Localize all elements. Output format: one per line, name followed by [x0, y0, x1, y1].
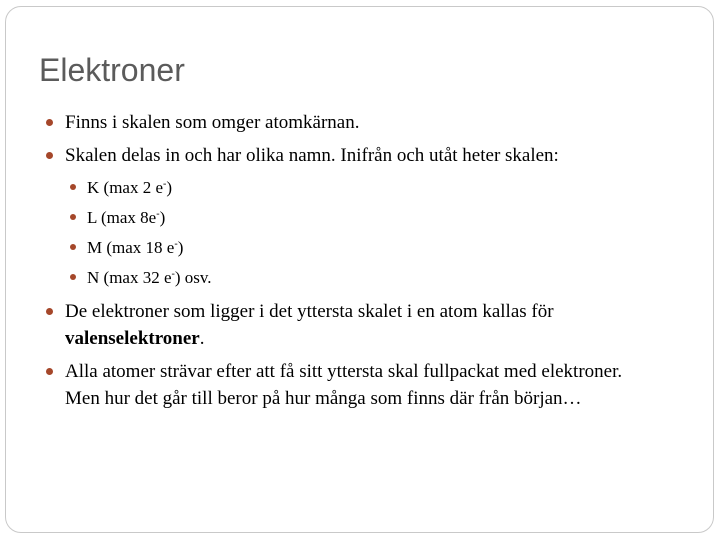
bullet-item: [44, 142, 644, 169]
slide-title: Elektroner: [39, 52, 185, 88]
bullet-item: [44, 109, 644, 136]
sub-bullet-item: [68, 205, 644, 230]
bullet-text: Finns i skalen som omger atomkärnan.: [65, 112, 360, 133]
slide-content: [44, 109, 644, 418]
sub-bullet-item: [68, 265, 644, 290]
sub-bullet-text: M (max 18 e-): [87, 238, 184, 257]
bullet-dot-icon: [70, 184, 76, 190]
bullet-dot-icon: [46, 368, 53, 375]
sub-bullet-text: N (max 32 e-) osv.: [87, 268, 212, 287]
bullet-text: De elektroner som ligger i det yttersta skalet i en atom kallas för valenselektroner.: [65, 301, 554, 349]
shell-list: [44, 175, 644, 290]
bullet-dot-icon: [70, 244, 76, 250]
sub-bullet-text: L (max 8e-): [87, 208, 166, 227]
bullet-dot-icon: [70, 274, 76, 280]
bullet-dot-icon: [46, 119, 53, 126]
bullet-text: Alla atomer strävar efter att få sitt yttersta skal fullpackat med elektroner. Men hur det går till beror på hur många som finns där från början…: [65, 361, 623, 409]
bullet-item: [44, 358, 644, 412]
sub-bullet-item: [68, 235, 644, 260]
bullet-text: Skalen delas in och har olika namn. Inifrån och utåt heter skalen:: [65, 145, 559, 166]
bold-term: valenselektroner: [65, 328, 200, 349]
bullet-dot-icon: [46, 152, 53, 159]
sub-bullet-text: K (max 2 e-): [87, 178, 173, 197]
sub-bullet-item: [68, 175, 644, 200]
bullet-item: [44, 298, 644, 352]
bullet-dot-icon: [46, 308, 53, 315]
bullet-dot-icon: [70, 214, 76, 220]
